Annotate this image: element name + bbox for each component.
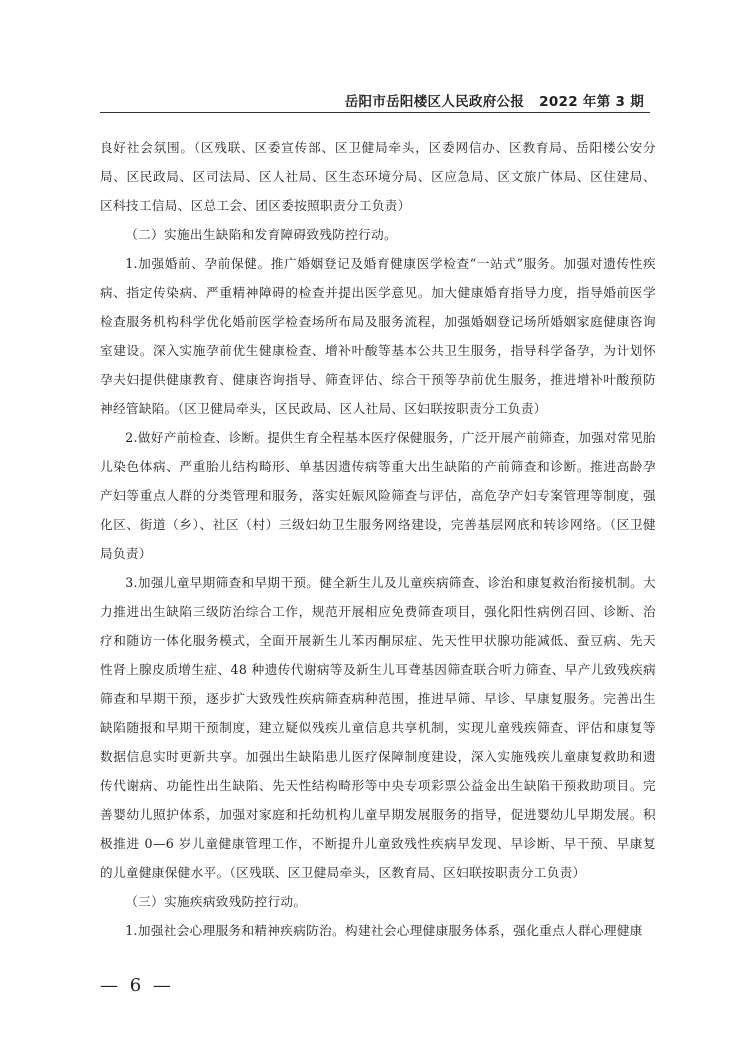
document-body: [100, 133, 656, 945]
paragraph-child-screening: 3.加强儿童早期筛查和早期干预。健全新生儿及儿童疾病筛查、诊治和康复救治衔接机制。大力推进出生缺陷三级防治综合工作，规范开展相应免费筛查项目，强化阳性病例召回、诊断、治疗和随访一体化服务模式，全面开展新生儿苯丙酮尿症、先天性甲状腺功能减低、蚕豆病、先天性肾上腺皮质增生症、48 种遗传代谢病等及新生儿耳聋基因筛查联合听力筛查、早产儿致残疾病筛查和早期干预，逐步扩大致残性疾病筛查病种范围，推进早筛、早诊、早康复服务。完善出生缺陷随报和早期干预制度，建立疑似残疾儿童信息共享机制，实现儿童残疾筛查、评估和康复等数据信息实时更新共享。加强出生缺陷患儿医疗保障制度建设，深入实施残疾儿童康复救助和遗传代谢病、功能性出生缺陷、先天性结构畸形等中央专项彩票公益金出生缺陷干预救助项目。完善婴幼儿照护体系，加强对家庭和托幼机构儿童早期发展服务的指导，促进婴幼儿早期发展。积极推进 0—6 岁儿童健康管理工作，不断提升儿童致残性疾病早发现、早诊断、早干预、早康复的儿童健康保健水平。（区残联、区卫健局牵头，区教育局、区妇联按职责分工负责）: [100, 575, 656, 880]
header-publication: 岳阳市岳阳楼区人民政府公报: [344, 94, 525, 110]
header-issue: 2022 年第 3 期: [539, 94, 644, 110]
paragraph-prenatal-screening: 2.做好产前检查、诊断。提供生育全程基本医疗保健服务，广泛开展产前筛查，加强对常见胎儿染色体病、严重胎儿结构畸形、单基因遗传病等重大出生缺陷的产前筛查和诊断。推进高龄孕产妇等重点人群的分类管理和服务，落实妊娠风险筛查与评估，高危孕产妇专案管理等制度，强化区、街道（乡）、社区（村）三级妇幼卫生服务网络建设，完善基层网底和转诊网络。（区卫健局负责）: [100, 430, 656, 561]
page-header: [100, 86, 650, 112]
section-heading-2: （二）实施出生缺陷和发育障碍致残防控行动。: [125, 227, 398, 242]
paragraph-mental-health: 1.加强社会心理服务和精神疾病防治。构建社会心理健康服务体系，强化重点人群心理健康: [125, 923, 643, 938]
header-divider: [100, 112, 650, 113]
paragraph-continued: 良好社会氛围。（区残联、区委宣传部、区卫健局牵头，区委网信办、区教育局、岳阳楼公安分局、区民政局、区司法局、区人社局、区生态环境分局、区应急局、区文旅广体局、区住建局、区科技工信局、区总工会、团区委按照职责分工负责）: [100, 140, 656, 213]
paragraph-premarital-care: 1.加强婚前、孕前保健。推广婚姻登记及婚育健康医学检查“一站式”服务。加强对遗传性疾病、指定传染病、严重精神障碍的检查并提出医学意见。加大健康婚育指导力度，指导婚前医学检查服务机构科学优化婚前医学检查场所布局及服务流程，加强婚姻登记场所婚姻家庭健康咨询室建设。深入实施孕前优生健康检查、增补叶酸等基本公共卫生服务，指导科学备孕，为计划怀孕夫妇提供健康教育、健康咨询指导、筛查评估、综合干预等孕前优生服务，推进增补叶酸预防神经管缺陷。（区卫健局牵头，区民政局、区人社局、区妇联按职责分工负责）: [100, 256, 656, 416]
page-number: — 6 —: [100, 975, 174, 996]
header-title: [345, 90, 644, 110]
section-heading-3: （三）实施疾病致残防控行动。: [125, 894, 307, 909]
